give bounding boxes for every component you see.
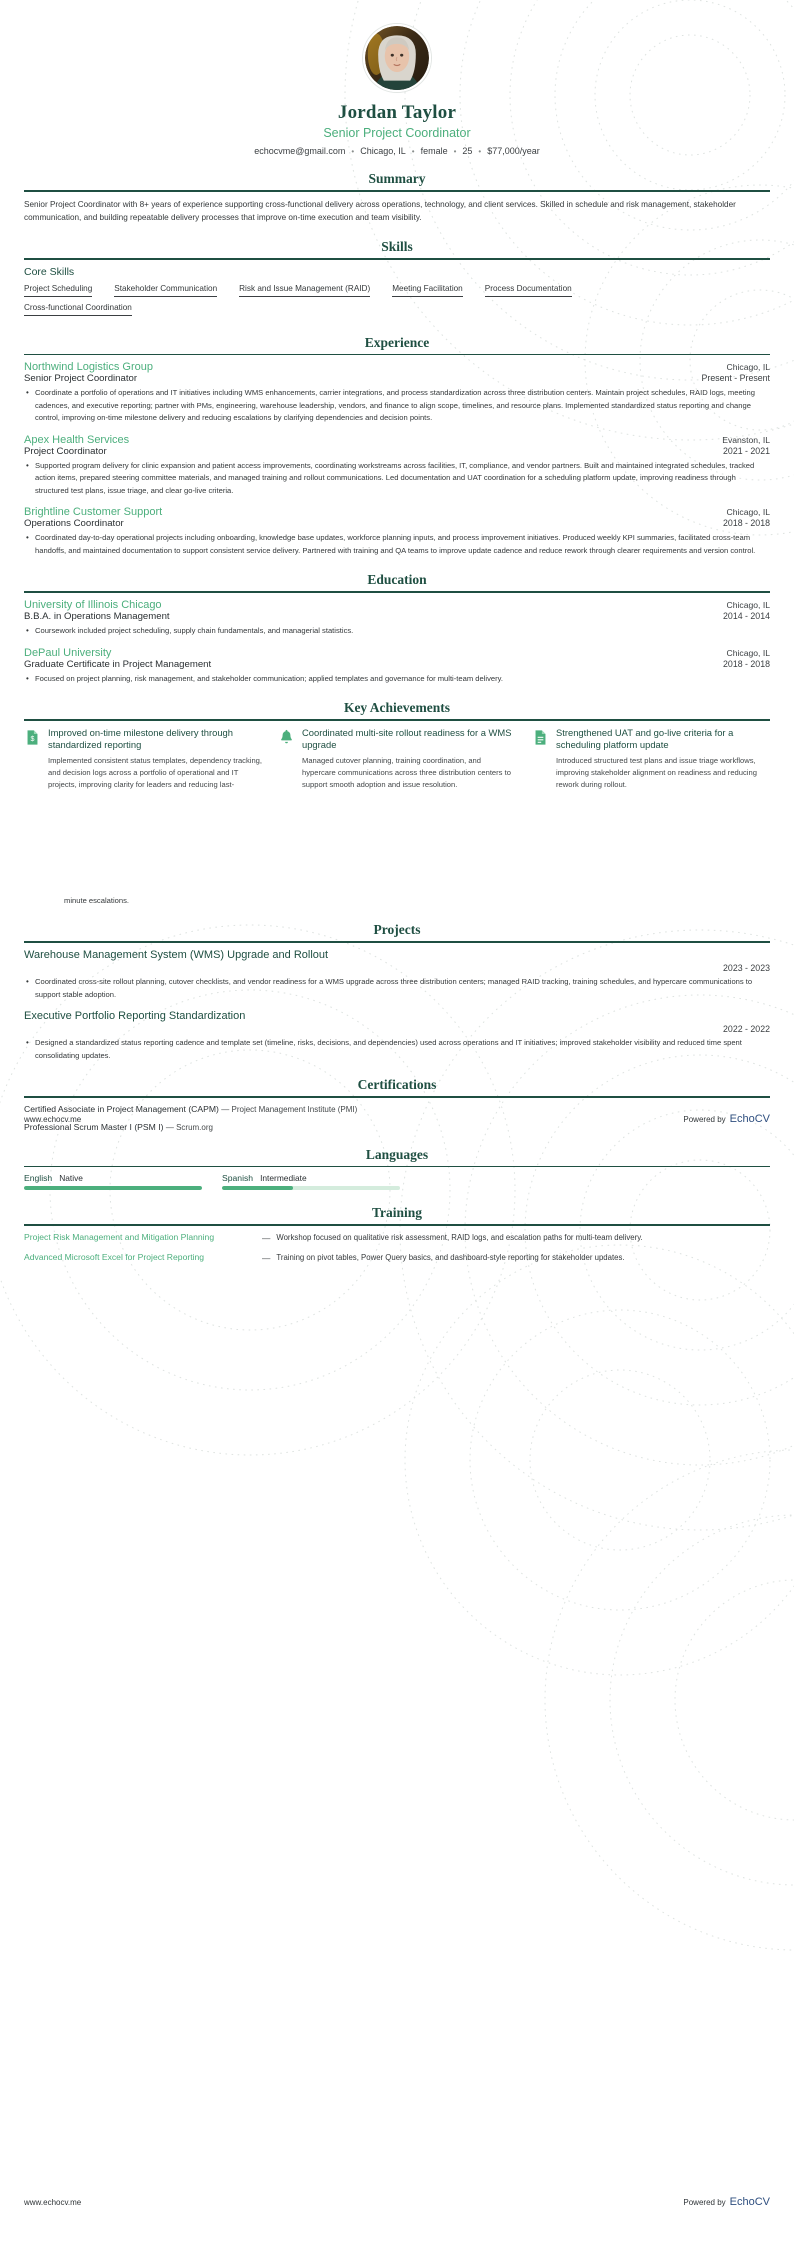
skill-item: Stakeholder Communication bbox=[114, 282, 217, 297]
job-role: Project Coordinator bbox=[24, 445, 107, 457]
bullet-item: • Coordinated day-to-day operational projects including onboarding, knowledge base updates, workforce planning inputs, and process improvement initiatives. Produced weekly KPI summaries, facilitated cross-team handoffs, and maintained documentation to support consistent service delivery. Partnered with training and QA teams to improve update cadence and reduce rework through clearer requirements and version control. bbox=[24, 532, 770, 557]
training-item bbox=[24, 1232, 770, 1244]
company-name: Brightline Customer Support bbox=[24, 506, 163, 519]
language-proficiency-bar bbox=[222, 1186, 400, 1190]
project-name: Executive Portfolio Reporting Standardization bbox=[24, 1010, 246, 1023]
achievement-desc: Introduced structured test plans and issue triage workflows, improving stakeholder alignment on readiness and reducing rework during rollout. bbox=[556, 755, 757, 789]
job-role: Operations Coordinator bbox=[24, 518, 124, 530]
bullet-item: • Designed a standardized status reporting cadence and template set (timeline, risks, decisions, and dependencies) used across operations and IT initiatives; improved stakeholder visibility and reduced time spent consolidating updates. bbox=[24, 1037, 770, 1062]
section-heading-certifications: Certifications bbox=[357, 1077, 437, 1093]
achievement-desc-continued: minute escalations. bbox=[64, 895, 130, 905]
summary-text: Senior Project Coordinator with 8+ years of experience supporting cross-functional delivery across operations, technology, and client services. Skilled in schedule and risk management, stakeholder communication, and building repeatable delivery processes that improve on-time execution and team visibility. bbox=[24, 199, 736, 222]
job-title: Senior Project Coordinator bbox=[323, 126, 471, 140]
education-bullets bbox=[24, 625, 770, 638]
brand-name: EchoCV bbox=[729, 1113, 770, 1125]
achievements-grid bbox=[24, 727, 770, 791]
job-dates: Present - Present bbox=[701, 373, 770, 384]
company-name: Apex Health Services bbox=[24, 433, 130, 446]
achievement-title: Strengthened UAT and go-live criteria for a scheduling platform update bbox=[556, 726, 734, 751]
section-heading-experience: Experience bbox=[364, 334, 430, 350]
bullet-item: • Coordinate a portfolio of operations and IT initiatives including WMS enhancements, carrier integrations, and process standardization across three distribution centers. Maintain project schedules, RAID logs, meeting cadences, and executive reporting; partner with PMs, engineering, warehouse leadership, vendors, and finance to align scope, timelines, and resource plans. Implemented standardized status reporting and change control, improving on-time milestone delivery and reducing escalations by clarifying dependencies and decision points. bbox=[24, 387, 770, 425]
bell-icon bbox=[278, 727, 295, 751]
page-title: Jordan Taylor bbox=[337, 102, 457, 123]
skill-item: Process Documentation bbox=[485, 282, 572, 297]
section-key-achievements bbox=[24, 700, 770, 791]
dot-separator: • bbox=[351, 146, 355, 156]
section-heading-projects: Projects bbox=[373, 922, 421, 938]
job-dates: 2018 - 2018 bbox=[723, 518, 770, 529]
skill-item: Cross-functional Coordination bbox=[24, 301, 132, 316]
dot-separator: • bbox=[411, 146, 415, 156]
degree-name: Graduate Certificate in Project Management bbox=[24, 658, 212, 670]
resume-header bbox=[24, 0, 770, 156]
skill-item: Project Scheduling bbox=[24, 282, 92, 297]
section-heading-summary: Summary bbox=[368, 171, 426, 186]
page-footer-1 bbox=[24, 1113, 770, 1125]
svg-text:$: $ bbox=[30, 734, 35, 743]
section-skills bbox=[24, 239, 770, 320]
contact-gender: female bbox=[420, 146, 448, 156]
training-dash: — bbox=[262, 1253, 271, 1264]
powered-by-label: Powered by bbox=[683, 2198, 726, 2207]
section-languages bbox=[24, 1147, 770, 1191]
bullet-item: • Supported program delivery for clinic expansion and patient access improvements, coordinating workstreams across facilities, IT, compliance, and vendor partners. Built and maintained integrated schedules, tracked action items, prepared steering committee materials, and managed training and rollout communications. Led documentation and UAT coordination for a scheduling platform update, improving readiness through structured test plans, issue triage, and clear go-live criteria. bbox=[24, 460, 770, 498]
education-entry bbox=[24, 647, 770, 686]
school-location: Chicago, IL bbox=[726, 600, 770, 611]
bullet-item: • Coordinated cross-site rollout planning, cutover checklists, and vendor readiness for a WMS upgrade across three distribution centers; managed RAID tracking, training schedules, and hypercare communications to support stable adoption. bbox=[24, 976, 770, 1001]
page-footer-2 bbox=[24, 2196, 770, 2208]
achievement-title: Improved on-time milestone delivery through standardized reporting bbox=[48, 726, 233, 751]
language-proficiency-fill bbox=[222, 1186, 293, 1190]
section-heading-achievements: Key Achievements bbox=[343, 700, 451, 716]
section-experience bbox=[24, 335, 770, 558]
section-heading-languages: Languages bbox=[365, 1146, 429, 1162]
language-name: Spanish bbox=[222, 1173, 254, 1184]
achievement-card bbox=[532, 727, 770, 791]
language-proficiency-fill bbox=[24, 1186, 202, 1190]
experience-entry bbox=[24, 434, 770, 498]
dot-separator: • bbox=[478, 146, 482, 156]
training-dash: — bbox=[262, 1232, 271, 1243]
company-location: Chicago, IL bbox=[726, 362, 770, 373]
job-role: Senior Project Coordinator bbox=[24, 373, 138, 385]
degree-dates: 2018 - 2018 bbox=[723, 658, 770, 669]
school-name: University of Illinois Chicago bbox=[24, 599, 162, 612]
training-name: Project Risk Management and Mitigation Planning bbox=[24, 1231, 215, 1242]
language-level: Native bbox=[59, 1173, 83, 1184]
degree-dates: 2014 - 2014 bbox=[723, 611, 770, 622]
training-name: Advanced Microsoft Excel for Project Reporting bbox=[24, 1252, 205, 1263]
project-bullets bbox=[24, 976, 770, 1001]
skill-list-row2 bbox=[24, 301, 770, 320]
job-bullets bbox=[24, 387, 770, 425]
training-item bbox=[24, 1252, 770, 1264]
section-education bbox=[24, 572, 770, 685]
school-name: DePaul University bbox=[24, 646, 112, 659]
achievement-title: Coordinated multi-site rollout readiness for a WMS upgrade bbox=[302, 726, 512, 751]
dot-separator: • bbox=[453, 146, 457, 156]
skill-item: Meeting Facilitation bbox=[392, 282, 463, 297]
languages-grid bbox=[24, 1173, 770, 1190]
certification-name: Certified Associate in Project Management (CAPM) bbox=[24, 1103, 219, 1114]
job-bullets bbox=[24, 532, 770, 557]
language-item bbox=[24, 1173, 202, 1190]
bullet-item: • Focused on project planning, risk management, and stakeholder communication; applied templates and governance for multi-team delivery. bbox=[24, 673, 770, 686]
achievement-desc: Managed cutover planning, training coordination, and hypercare communications across three distribution centers to support smooth adoption and issue resolution. bbox=[302, 755, 511, 789]
company-location: Evanston, IL bbox=[722, 434, 770, 445]
contact-salary: $77,000/year bbox=[487, 146, 540, 156]
degree-name: B.B.A. in Operations Management bbox=[24, 611, 170, 623]
contact-location: Chicago, IL bbox=[360, 146, 406, 156]
language-level: Intermediate bbox=[260, 1173, 307, 1184]
company-name: Northwind Logistics Group bbox=[24, 361, 154, 374]
language-proficiency-bar bbox=[24, 1186, 202, 1190]
project-entry bbox=[24, 949, 770, 1001]
achievement-card bbox=[278, 727, 516, 791]
certification-name: Professional Scrum Master I (PSM I) bbox=[24, 1121, 164, 1132]
education-entry bbox=[24, 599, 770, 638]
language-item bbox=[222, 1173, 400, 1190]
training-desc: Workshop focused on qualitative risk assessment, RAID logs, and escalation paths for multi-team delivery. bbox=[276, 1232, 643, 1242]
brand-name: EchoCV bbox=[729, 2196, 770, 2208]
education-bullets bbox=[24, 673, 770, 686]
language-name: English bbox=[24, 1173, 53, 1184]
contact-line bbox=[24, 146, 770, 156]
powered-by bbox=[683, 1113, 770, 1125]
powered-by-label: Powered by bbox=[683, 1115, 726, 1124]
project-bullets bbox=[24, 1037, 770, 1062]
section-training bbox=[24, 1205, 770, 1265]
section-projects bbox=[24, 922, 770, 1062]
certification-issuer: — Scrum.org bbox=[165, 1122, 213, 1132]
skill-item: Risk and Issue Management (RAID) bbox=[239, 282, 370, 297]
achievement-card bbox=[24, 727, 262, 791]
project-dates: 2023 - 2023 bbox=[723, 963, 770, 974]
powered-by bbox=[683, 2196, 770, 2208]
training-desc: Training on pivot tables, Power Query basics, and dashboard-style reporting for stakeholder updates. bbox=[276, 1253, 625, 1263]
experience-entry bbox=[24, 506, 770, 557]
experience-entry bbox=[24, 361, 770, 425]
school-location: Chicago, IL bbox=[726, 647, 770, 658]
contact-age: 25 bbox=[462, 146, 473, 156]
project-entry bbox=[24, 1010, 770, 1062]
contact-email[interactable]: echocvme@gmail.com bbox=[254, 146, 346, 156]
achievement-desc: Implemented consistent status templates, dependency tracking, and decision logs across a portfolio of operational and IT projects, improving clarity for leaders and reducing last- bbox=[48, 755, 263, 789]
portrait-photo bbox=[365, 26, 429, 90]
section-summary bbox=[24, 171, 770, 224]
job-dates: 2021 - 2021 bbox=[723, 445, 770, 456]
certification-issuer: — Project Management Institute (PMI) bbox=[221, 1104, 358, 1114]
section-heading-training: Training bbox=[371, 1205, 422, 1221]
footer-site-url[interactable]: www.echocv.me bbox=[24, 1114, 82, 1124]
page-break-gap bbox=[24, 791, 770, 895]
skill-list bbox=[24, 282, 770, 301]
skill-group-name: Core Skills bbox=[24, 265, 75, 278]
section-heading-education: Education bbox=[367, 572, 427, 588]
project-name: Warehouse Management System (WMS) Upgrade and Rollout bbox=[24, 949, 329, 962]
section-heading-skills: Skills bbox=[381, 239, 413, 255]
company-location: Chicago, IL bbox=[726, 507, 770, 518]
bullet-item: • Coursework included project scheduling, supply chain fundamentals, and managerial statistics. bbox=[24, 625, 770, 638]
footer-site-url[interactable]: www.echocv.me bbox=[24, 2197, 82, 2207]
document-lines-icon bbox=[532, 727, 549, 751]
document-dollar-icon bbox=[24, 727, 41, 751]
avatar bbox=[363, 24, 431, 92]
job-bullets bbox=[24, 460, 770, 498]
project-dates: 2022 - 2022 bbox=[723, 1024, 770, 1035]
